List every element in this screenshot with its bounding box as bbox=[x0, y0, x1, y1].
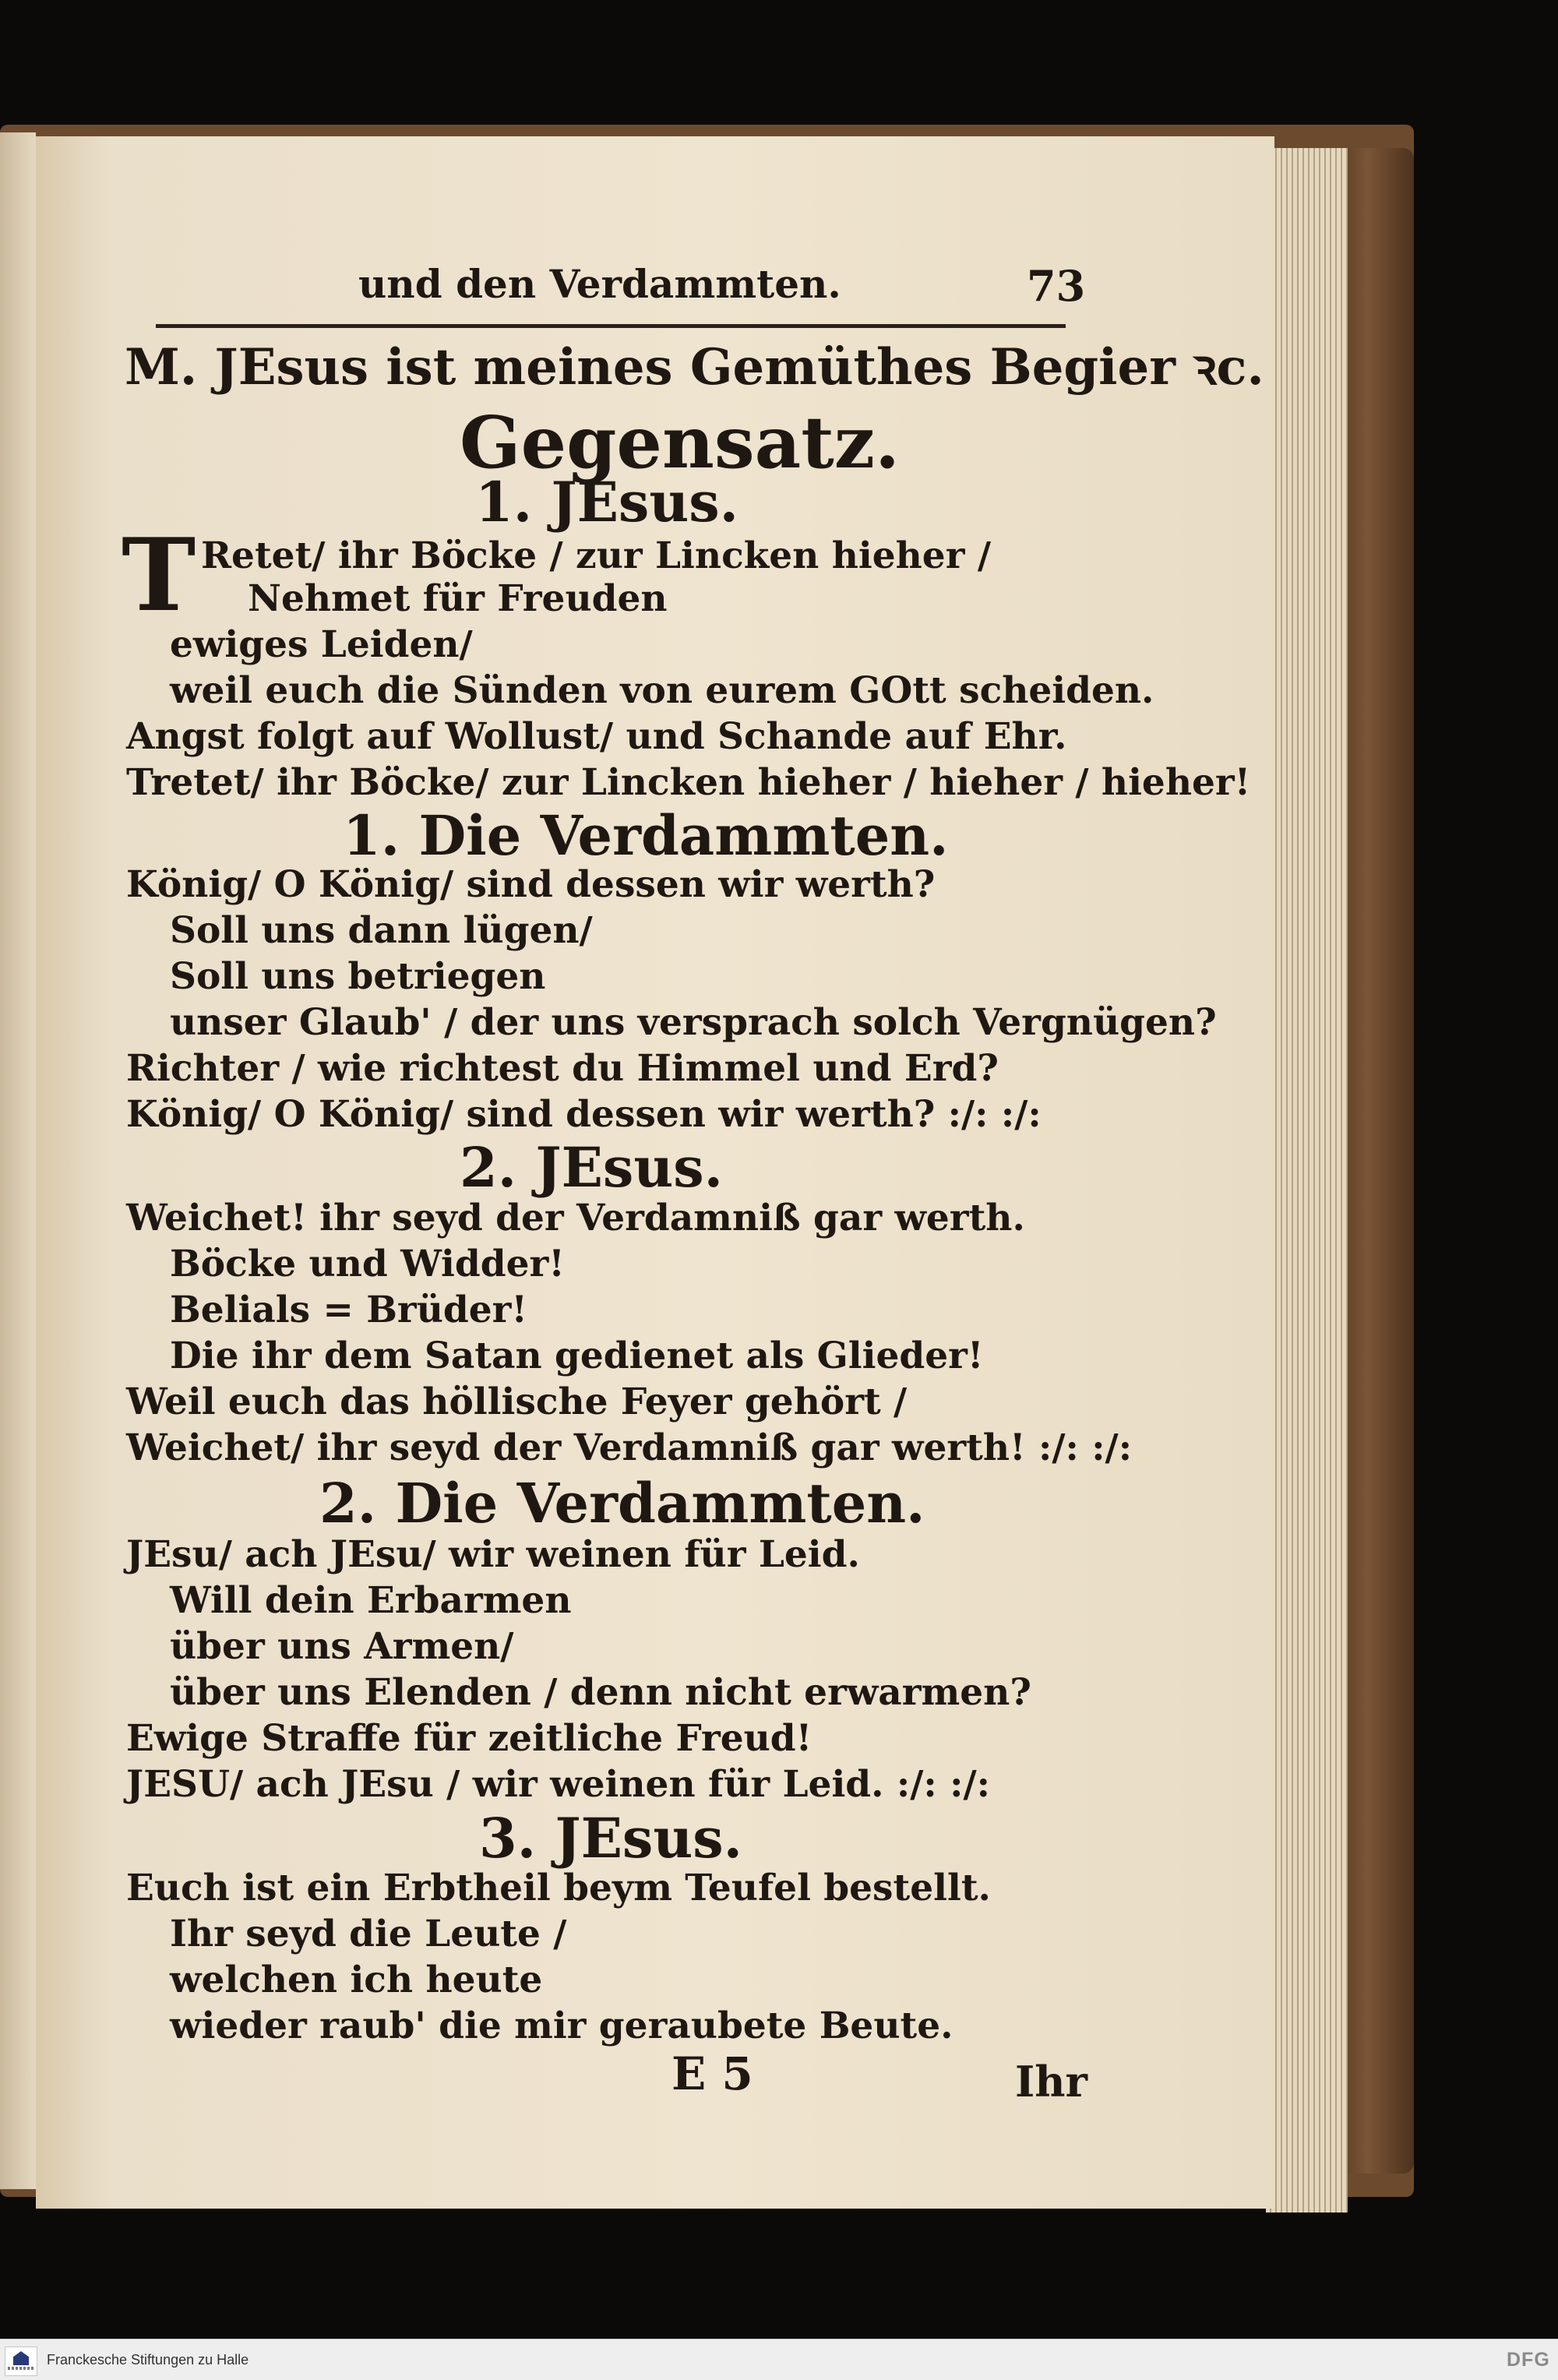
book-spine-edge bbox=[1336, 148, 1414, 2174]
viewer-footer bbox=[0, 2339, 1558, 2380]
verse-line: König/ O König/ sind dessen wir werth? bbox=[126, 863, 936, 906]
institution-name: Franckesche Stiftungen zu Halle bbox=[47, 2352, 249, 2368]
header-rule bbox=[156, 324, 1066, 328]
logo-caption-icon bbox=[8, 2367, 34, 2370]
verse-line: Ewige Straffe für zeitliche Freud! bbox=[126, 1717, 812, 1760]
verse-line: welchen ich heute bbox=[170, 1959, 543, 2001]
verse-line: über uns Armen/ bbox=[170, 1625, 514, 1668]
verse-line: über uns Elenden / denn nicht erwarmen? bbox=[170, 1671, 1031, 1714]
verse-line: Nehmet für Freuden bbox=[248, 577, 668, 620]
verse-line: Angst folgt auf Wollust/ und Schande auf Ehr. bbox=[126, 715, 1067, 758]
stanza-heading: 1. Die Verdammten. bbox=[343, 803, 949, 868]
catchword: Ihr bbox=[1015, 2057, 1087, 2107]
verse-line: Will dein Erbarmen bbox=[170, 1579, 572, 1622]
stanza-heading: 2. JEsus. bbox=[460, 1135, 724, 1200]
drop-cap: T bbox=[122, 517, 196, 634]
verse-line: unser Glaub' / der uns versprach solch Vergnügen? bbox=[170, 1001, 1217, 1044]
page-edges bbox=[1266, 148, 1348, 2213]
verse-line: Weil euch das höllische Feyer gehört / bbox=[126, 1380, 908, 1423]
signature-mark: E 5 bbox=[671, 2047, 753, 2100]
verse-line: König/ O König/ sind dessen wir werth? :/: :/: bbox=[126, 1093, 1042, 1136]
verse-line: JESU/ ach JEsu / wir weinen für Leid. :/: :/: bbox=[126, 1763, 990, 1806]
melody-line: M. JEsus ist meines Gemüthes Begier ꝛc. bbox=[125, 338, 1264, 397]
page-number: 73 bbox=[1027, 261, 1086, 311]
stanza-heading: 1. JEsus. bbox=[475, 470, 739, 534]
stanza-heading: 3. JEsus. bbox=[479, 1806, 743, 1871]
verse-line: Euch ist ein Erbtheil beym Teufel bestellt. bbox=[126, 1867, 991, 1909]
verse-line: ewiges Leiden/ bbox=[170, 623, 473, 666]
verse-line: Soll uns dann lügen/ bbox=[170, 909, 593, 952]
verse-line: Die ihr dem Satan gedienet als Glieder! bbox=[170, 1335, 984, 1377]
verse-line: Tretet/ ihr Böcke/ zur Lincken hieher / hieher / hieher! bbox=[126, 761, 1251, 804]
running-header: und den Verdammten. bbox=[358, 261, 841, 307]
verse-line: wieder raub' die mir geraubete Beute. bbox=[170, 2004, 953, 2047]
verse-line: Böcke und Widder! bbox=[170, 1243, 565, 1285]
verse-line: Richter / wie richtest du Himmel und Erd? bbox=[126, 1047, 999, 1090]
verse-line: Weichet! ihr seyd der Verdamniß gar werth. bbox=[126, 1197, 1025, 1239]
verse-line: Weichet/ ihr seyd der Verdamniß gar werth! :/: :/: bbox=[126, 1426, 1133, 1469]
verse-line: Retet/ ihr Böcke / zur Lincken hieher / bbox=[201, 534, 991, 577]
page-title: Gegensatz. bbox=[460, 400, 901, 485]
verse-line: Belials = Brüder! bbox=[170, 1289, 528, 1331]
funder-logo: DFG bbox=[1507, 2349, 1550, 2371]
institution-logo-icon bbox=[5, 2347, 37, 2376]
facing-page-edge bbox=[0, 132, 36, 2189]
stanza-heading: 2. Die Verdammten. bbox=[319, 1471, 925, 1536]
logo-building-icon bbox=[13, 2351, 29, 2365]
verse-line: JEsu/ ach JEsu/ wir weinen für Leid. bbox=[126, 1533, 860, 1576]
verse-line: Ihr seyd die Leute / bbox=[170, 1913, 567, 1955]
verse-line: Soll uns betriegen bbox=[170, 955, 546, 998]
verse-line: weil euch die Sünden von eurem GOtt scheiden. bbox=[170, 669, 1154, 712]
